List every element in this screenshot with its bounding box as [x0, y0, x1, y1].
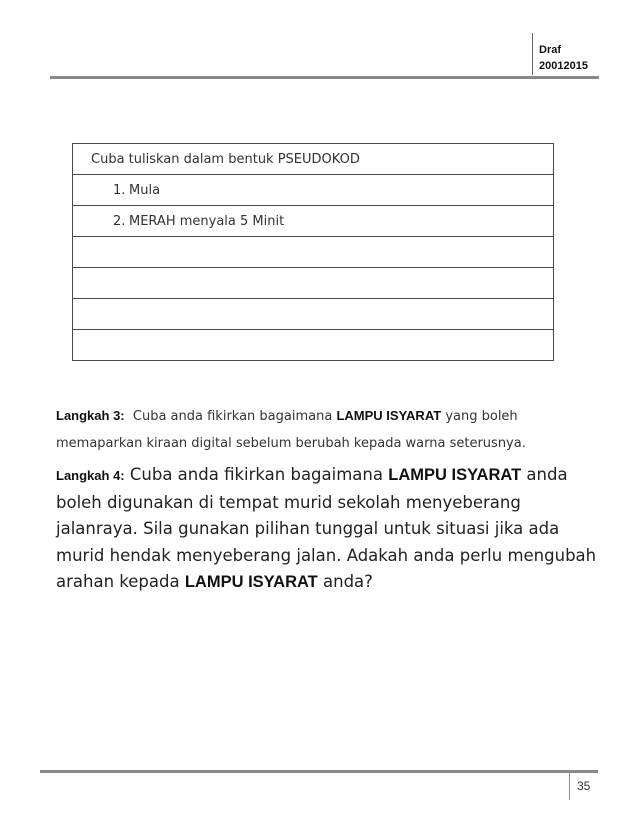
step-3-label: Langkah 3:: [56, 408, 125, 423]
step-4-text: Cuba anda fikirkan bagaimana: [129, 465, 383, 484]
draft-stamp: [532, 33, 599, 75]
table-row: [73, 237, 554, 268]
empty-cell[interactable]: [73, 330, 554, 361]
step-4-emphasis: LAMPU ISYARAT: [388, 466, 522, 484]
header-rule: [50, 76, 599, 79]
draft-label: Draf: [539, 44, 562, 56]
list-item: [73, 206, 554, 237]
table-row: [73, 299, 554, 330]
step-4-text-after: anda?: [323, 572, 373, 591]
step-4-label: Langkah 4:: [56, 468, 125, 483]
page-number: 35: [577, 779, 591, 793]
table-row: [73, 144, 554, 175]
table-row: [73, 268, 554, 299]
step-4-text-middle: anda boleh digunakan di tempat murid sekolah menyeberang jalanraya. Sila gunakan pilihan tunggal untuk situasi jika ada murid hendak menyeberang jalan. Adakah anda perlu mengubah arahan kepada: [56, 465, 597, 591]
item-text: MERAH menyala 5 Minit: [129, 213, 285, 229]
empty-cell[interactable]: [73, 268, 554, 299]
list-item: [73, 175, 554, 206]
table-row: [73, 206, 554, 237]
step-3-emphasis: LAMPU ISYARAT: [336, 408, 442, 423]
item-text: Mula: [129, 182, 161, 198]
table-row: [73, 175, 554, 206]
step-3-text-after: yang boleh memaparkan kiraan digital sebelum berubah kepada warna seterusnya.: [56, 409, 526, 451]
item-number: 2.: [113, 213, 126, 229]
step-3-text: Cuba anda fikirkan bagaimana: [132, 409, 333, 424]
table-row: [73, 330, 554, 361]
step-4-emphasis-2: LAMPU ISYARAT: [184, 573, 318, 591]
page-number-divider: [569, 770, 570, 800]
item-number: 1.: [113, 182, 126, 198]
empty-cell[interactable]: [73, 237, 554, 268]
step-4-paragraph: [56, 462, 601, 596]
step-3-paragraph: [56, 402, 601, 457]
table-title: Cuba tuliskan dalam bentuk PSEUDOKOD: [73, 144, 554, 175]
empty-cell[interactable]: [73, 299, 554, 330]
footer-rule: [40, 770, 598, 773]
draft-date: 20012015: [539, 60, 588, 72]
pseudocode-table: [72, 143, 554, 361]
